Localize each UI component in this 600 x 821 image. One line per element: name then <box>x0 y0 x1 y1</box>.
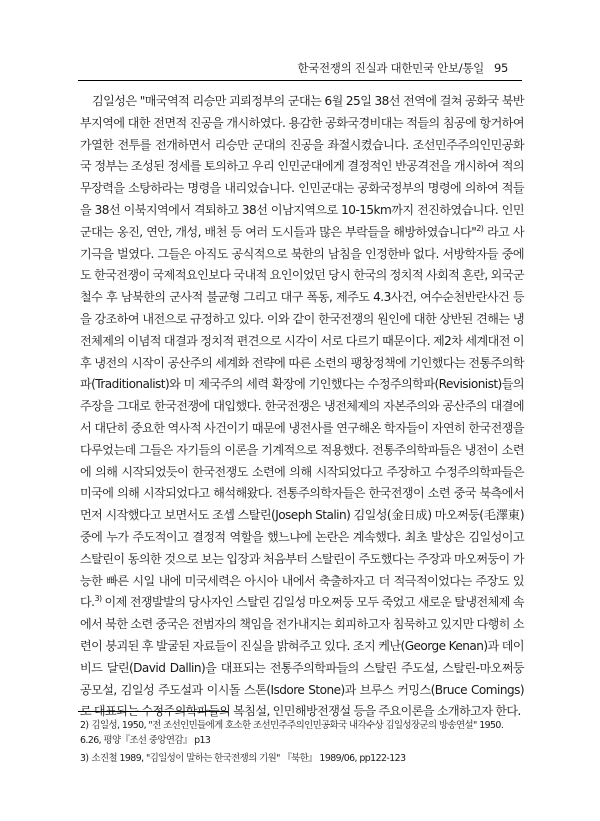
footnotes <box>80 718 524 769</box>
footnote-text: 소진철 1989, "김일성이 말하는 한국전쟁의 기원" 『북한』 1989/06, pp122-123 <box>91 753 406 764</box>
body-paragraph <box>80 91 524 723</box>
footnote-text: 김일성, 1950, "전 조선인민들에게 호소한 조선민주주의인민공화국 내각수상 김일성장군의 방송연설" 1950. 6.26, 평양『조선 중앙연감』 p13 <box>80 720 504 746</box>
paragraph-text-3: 이제 전쟁발발의 당사자인 스탈린 김일성 마오쩌둥 모두 죽었고 새로운 탈냉전체제 속에서 북한 소련 중국은 전범자의 책임을 전가내지는 회피하고자 침묵하고 있지만 다행히 소련이 붕괴된 후 발굴된 자료들이 진실을 밝혀주고 있다. 조지 케난(George Kenan)과 데이비드 달린(David Dallin)을 대표되는 전통주의학파들의 스탈린 주도설, 스탈린-마오쩌둥 공모설, 김일성 주도설과 이시돌 스톤(Isdore Stone)과 브루스 커밍스(Bruce Comings)로 대표되는 수정주의학파들의 복침설, 인민해방전쟁설 등을 주요이론을 소개하고자 한다. <box>80 595 524 719</box>
footnote-rule <box>78 711 228 712</box>
paragraph-text-1: 김일성은 "매국역적 리승만 괴뢰정부의 군대는 6월 25일 38선 전역에 걸쳐 공화국 북반부지역에 대한 전면적 진공을 개시하였다. 용감한 공화국경비대는 적들의 침공에 항거하여 가열한 전투를 전개하면서 리승만 군대의 진공을 좌절시켰습니다. 조선민주주의인민공화국 정부는 조성된 정세를 토의하고 우리 인민군대에게 결정적인 반공격전을 개시하여 적의 무장력을 소탕하라는 명령을 내리었습니다. 인민군대는 공화국정부의 명령에 의하여 적들을 38선 이북지역에서 격퇴하고 38선 이남지역으로 10-15km까지 전진하였습니다. 인민군대는 옹진, 연안, 개성, 배천 등 여러 도시들과 많은 부락들을 해방하였습니다" <box>80 94 524 239</box>
footnote-item <box>80 751 524 766</box>
footnote-ref-2: 2) <box>476 223 484 233</box>
header-rule <box>78 80 522 81</box>
paragraph-text-2: 라고 사기극을 벌였다. 그들은 아직도 공식적으로 북한의 남침을 인정한바 없다. 서방학자들 중에도 한국전쟁이 국제적요인보다 국내적 요인이었던 당시 한국의 정치적 사회적 혼란, 외국군철수 후 남북한의 군사적 불균형 그리고 대구 폭동, 제주도 4.3사건, 여수순천반란사건 등을 강조하여 내전으로 규정하고 있다. 이와 같이 한국전쟁의 원인에 대한 상반된 견해는 냉전체제의 이념적 대결과 정치적 편견으로 시각이 서로 다르기 때문이다. 제2차 세계대전 이후 냉전의 시작이 공산주의 세계화 전략에 따른 소련의 팽창정책에 기인했다는 전통주의학파(Traditionalist)와 미 제국주의 세력 확장에 기인했다는 수정주의학파(Revisionist)들의 주장을 그대로 한국전쟁에 대입했다. 한국전쟁은 냉전체제의 자본주의와 공산주의 대결에서 대단히 중요한 역사적 사건이기 때문에 냉전사를 연구해온 학자들이 자연히 한국전쟁을 다루었는데 그들은 자기들의 이론을 기계적으로 적용했다. 전통주의학파들은 냉전이 소련에 의해 시작되었듯이 한국전쟁도 소련에 의해 시작되었다고 주장하고 수정주의학파들은 미국에 의해 시작되었다고 해석해왔다. 전통주의학자들은 한국전쟁이 소련 중국 북측에서 먼저 시작했다고 보면서도 조셉 스탈린(Joseph Stalin) 김일성(金日成) 마오쩌둥(毛澤東) 중에 누가 주도적이고 결정적 역할을 했느냐에 논란은 계속했다. 최초 발상은 김일성이고 스탈린이 동의한 것으로 보는 입장과 처음부터 스탈린이 주도했다는 주장과 마오쩌둥이 가능한 빠른 시일 내에 미국세력은 아시아 내에서 축출하자고 더 적극적이었다는 주장도 있다. <box>80 224 524 610</box>
running-header <box>297 60 508 76</box>
footnote-item <box>80 718 524 748</box>
page-number: 95 <box>493 61 508 75</box>
footnote-number: 3) <box>80 753 89 764</box>
running-title: 한국전쟁의 진실과 대한민국 안보/통일 <box>297 61 484 75</box>
footnote-number: 2) <box>80 720 89 731</box>
footnote-ref-3: 3) <box>94 594 102 604</box>
